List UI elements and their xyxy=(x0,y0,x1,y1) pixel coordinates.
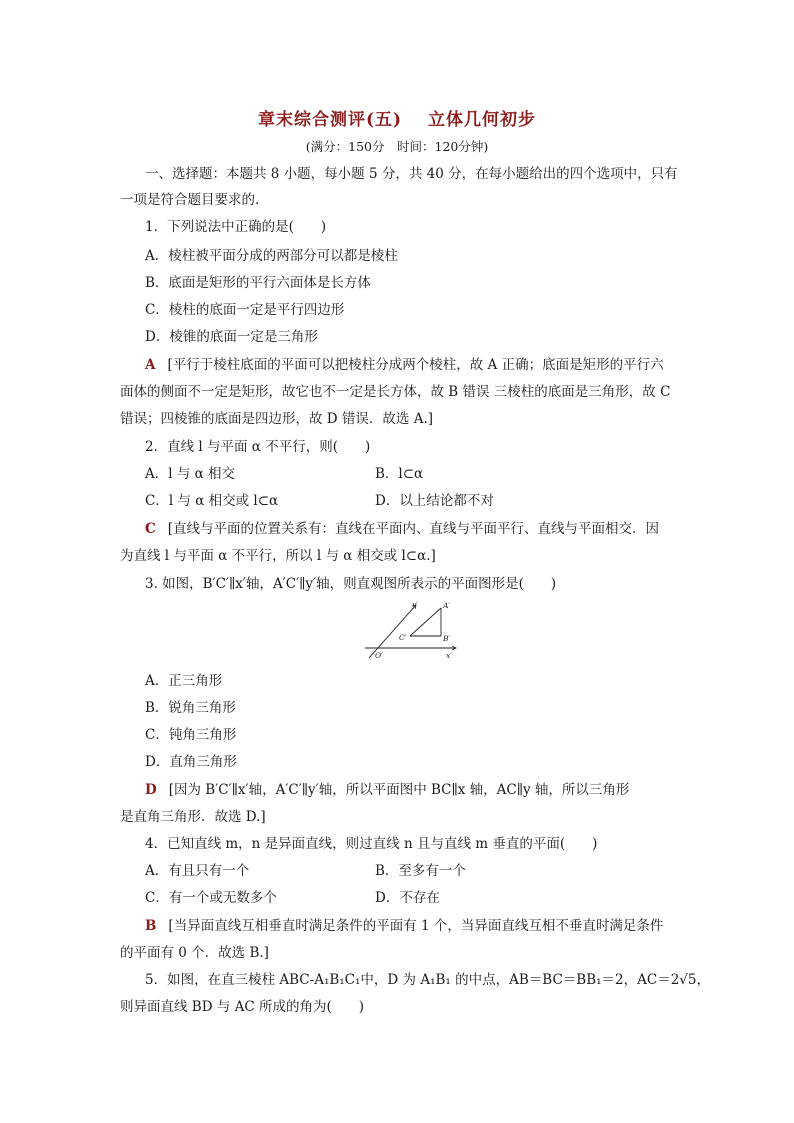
q4-explanation-line-2: 的平面有 0 个．故选 B.] xyxy=(120,945,269,961)
q3-oblique-diagram xyxy=(360,598,465,666)
q3-explanation-line-1: D [因为 B′C′∥x′轴，A′C′∥y′轴，所以平面图中 BC∥x 轴，AC∥y 轴，所以三角形 xyxy=(145,782,630,798)
q2-explanation-line-1: C [直线与平面的位置关系有：直线在平面内、直线与平面平行、直线与平面相交．因 xyxy=(145,521,660,537)
exam-meta: (满分：150分 时间：120分钟) xyxy=(305,139,489,154)
q3-option-b: B．锐角三角形 xyxy=(145,700,236,716)
q5-stem-line-1: 5．如图，在直三棱柱 ABC-A₁B₁C₁中，D 为 A₁B₁ 的中点，AB＝BC＝BB₁＝2，AC＝2√5， xyxy=(145,972,710,988)
label-c: C′ xyxy=(399,633,407,642)
q2-explanation-line-2: 为直线 l 与平面 α 不平行，所以 l 与 α 相交或 l⊂α.] xyxy=(120,548,436,564)
q1-answer: A xyxy=(145,357,156,373)
q4-explanation-line-1: B [当异面直线互相垂直时满足条件的平面有 1 个，当异面直线互相不垂直时满足条件 xyxy=(145,918,664,934)
q1-stem: 1．下列说法中正确的是( ) xyxy=(145,219,327,235)
q5-stem-line-2: 则异面直线 BD 与 AC 所成的角为( ) xyxy=(120,999,365,1015)
title-main: 章末综合测评(五) xyxy=(257,110,403,130)
label-x-axis: x′ xyxy=(446,651,452,660)
label-y-axis: y′ xyxy=(412,600,418,609)
q1-explanation-line-2: 面体的侧面不一定是矩形，故它也不一定是长方体，故 B 错误 三棱柱的底面是三角形，故 C xyxy=(120,384,671,400)
q1-explanation-line-1: A [平行于棱柱底面的平面可以把棱柱分成两个棱柱，故 A 正确；底面是矩形的平行六 xyxy=(145,357,664,373)
q2-answer: C xyxy=(145,521,156,537)
q3-explanation-line-2: 是直角三角形．故选 D.] xyxy=(120,809,266,825)
q4-option-d: D．不存在 xyxy=(375,890,440,906)
label-origin: O′ xyxy=(375,651,383,660)
label-b: B′ xyxy=(443,634,451,643)
title-topic: 立体几何初步 xyxy=(428,110,537,130)
q3-diagram-svg xyxy=(360,598,465,666)
q4-answer: B xyxy=(145,918,157,934)
q3-option-d: D．直角三角形 xyxy=(145,754,237,770)
q2-option-a: A．l 与 α 相交 xyxy=(145,466,236,482)
q3-option-c: C．钝角三角形 xyxy=(145,727,237,743)
section-intro-line-1: 一、选择题：本题共 8 小题，每小题 5 分，共 40 分，在每小题给出的四个选项中，只有 xyxy=(145,166,678,182)
q3-answer: D xyxy=(145,782,157,798)
q3-option-a: A．正三角形 xyxy=(145,673,223,689)
q1-option-c: C．棱柱的底面一定是平行四边形 xyxy=(145,302,345,318)
q2-stem: 2．直线 l 与平面 α 不平行，则( ) xyxy=(145,439,371,455)
q1-explanation-line-3: 错误；四棱锥的底面是四边形，故 D 错误．故选 A.] xyxy=(120,411,434,427)
page-title xyxy=(0,105,794,130)
q2-option-c: C．l 与 α 相交或 l⊂α xyxy=(145,493,279,509)
q4-stem: 4．已知直线 m，n 是异面直线，则过直线 n 且与直线 m 垂直的平面( ) xyxy=(145,836,598,852)
section-intro-line-2: 一项是符合题目要求的. xyxy=(120,192,260,208)
q1-option-b: B．底面是矩形的平行六面体是长方体 xyxy=(145,275,371,291)
q1-option-a: A．棱柱被平面分成的两部分可以都是棱柱 xyxy=(145,248,398,264)
q3-stem: 3. 如图，B′C′∥x′轴，A′C′∥y′轴，则直观图所表示的平面图形是( ) xyxy=(145,576,557,592)
q4-option-a: A．有且只有一个 xyxy=(145,863,250,879)
q4-option-c: C．有一个或无数多个 xyxy=(145,890,277,906)
q2-option-b: B．l⊂α xyxy=(375,466,424,482)
segment-a-c xyxy=(410,608,441,636)
q4-option-b: B．至多有一个 xyxy=(375,863,466,879)
label-a: A′ xyxy=(443,601,451,610)
q2-option-d: D．以上结论都不对 xyxy=(375,493,494,509)
q1-option-d: D．棱锥的底面一定是三角形 xyxy=(145,329,318,345)
